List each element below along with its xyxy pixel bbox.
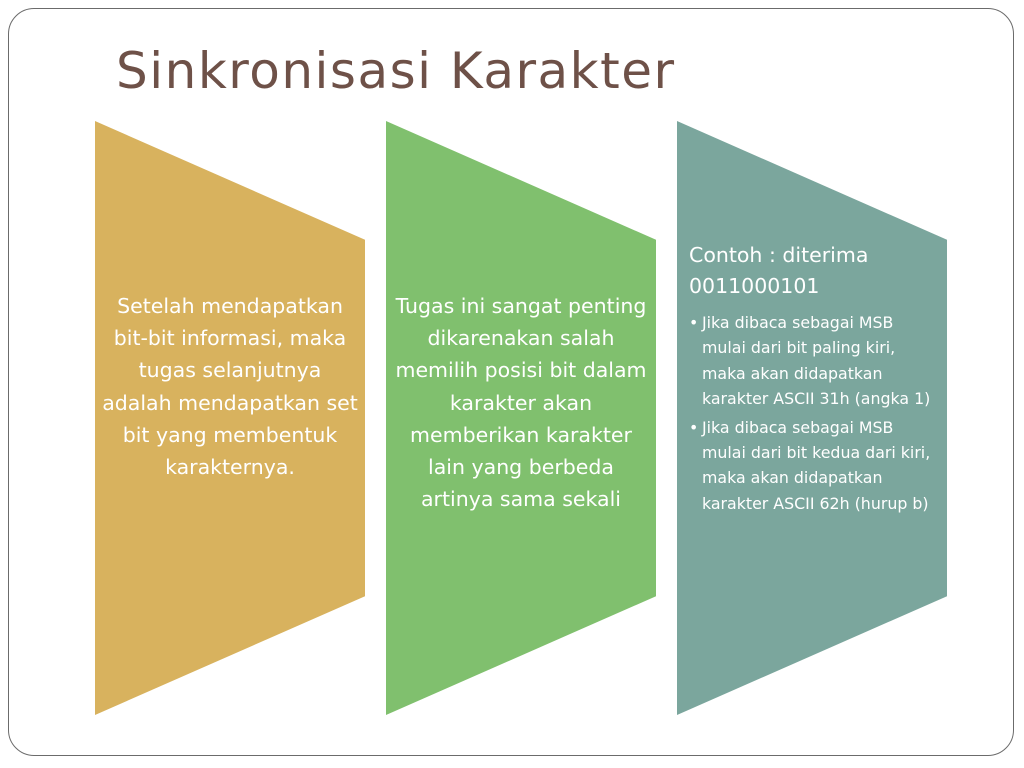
example-heading: Contoh : diterima 0011000101 — [689, 243, 869, 298]
bullet-dot-icon: • — [689, 313, 699, 332]
panel-2-text: Tugas ini sangat penting dikarenakan salah memilih posisi bit dalam karakter akan memberikan karakter lain yang berbeda artinya sama sekali — [395, 294, 647, 512]
bullet-text: Jika dibaca sebagai MSB mulai dari bit paling kiri, maka akan didapatkan karakter ASCII 31h (angka 1) — [702, 313, 931, 409]
slide-title: Sinkronisasi Karakter — [116, 42, 676, 100]
example-bullet-msb-leftmost — [689, 310, 937, 412]
example-bullet-msb-second — [689, 415, 937, 517]
bullet-text: Jika dibaca sebagai MSB mulai dari bit kedua dari kiri, maka akan didapatkan karakter ASCII 62h (hurup b) — [702, 417, 931, 513]
panel-1-text: Setelah mendapatkan bit-bit informasi, maka tugas selanjutnya adalah mendapatkan set bit yang membentuk karakternya. — [102, 294, 358, 480]
example-bullet-list — [689, 310, 937, 516]
panel-3-content — [689, 240, 937, 519]
bullet-dot-icon: • — [689, 417, 699, 437]
